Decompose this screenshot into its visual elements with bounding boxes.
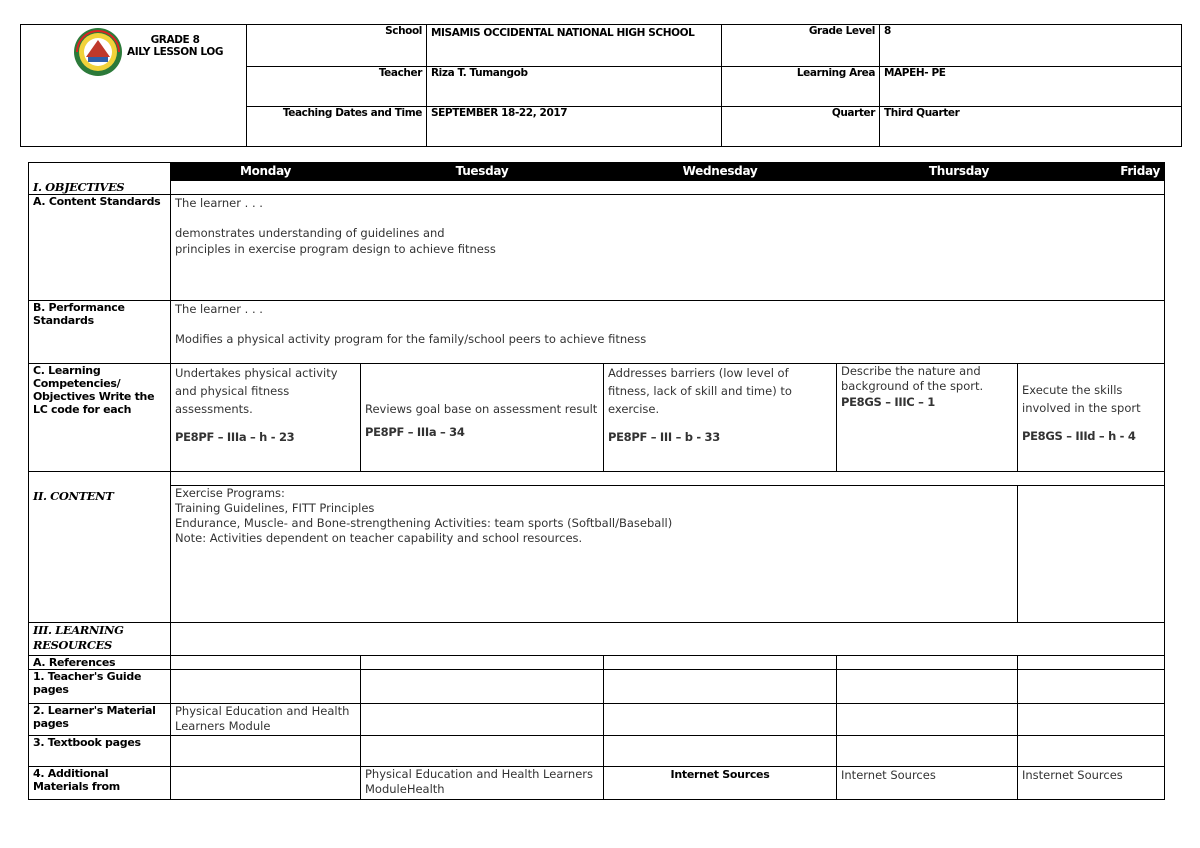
- competency-wednesday: [604, 363, 837, 471]
- competency-thursday-text: Describe the nature and background of the sport.: [841, 363, 984, 393]
- day-wednesday: Wednesday: [604, 163, 837, 181]
- content-line-1: Exercise Programs:: [175, 485, 285, 500]
- additional-friday: Insternet Sources: [1018, 766, 1165, 799]
- content-standards-line-1: demonstrates understanding of guidelines and: [175, 225, 445, 240]
- teachers-guide-label: 1. Teacher's Guide pages: [29, 669, 171, 703]
- learning-area-value: MAPEH- PE: [880, 67, 1182, 107]
- day-header-row: [29, 163, 1165, 181]
- competency-monday: [171, 363, 361, 471]
- additional-materials-label: 4. Additional Materials from: [29, 766, 171, 799]
- dates-label: Teaching Dates and Time: [247, 107, 427, 147]
- school-seal-icon: [73, 27, 123, 77]
- content-standards-intro: The learner . . .: [175, 195, 263, 210]
- competency-tuesday-text: Reviews goal base on assessment result: [365, 401, 598, 416]
- header-logo-cell: [21, 25, 247, 147]
- competencies-label: C. Learning Competencies/ Objectives Write the LC code for each: [29, 363, 171, 471]
- textbook-label: 3. Textbook pages: [29, 735, 171, 766]
- quarter-label: Quarter: [722, 107, 880, 147]
- resources-label: III. LEARNING RESOURCES: [29, 622, 171, 655]
- learning-area-label: Learning Area: [722, 67, 880, 107]
- day-tuesday: Tuesday: [361, 163, 604, 181]
- performance-standards-text: Modifies a physical activity program for the family/school peers to achieve fitness: [175, 331, 647, 346]
- content-spacer: [171, 471, 1165, 485]
- teacher-label: Teacher: [247, 67, 427, 107]
- competency-tuesday: [361, 363, 604, 471]
- competency-tuesday-code: PE8PF – IIIa – 34: [365, 424, 465, 439]
- content-standards-label: A. Content Standards: [29, 194, 171, 300]
- resources-spacer: [171, 622, 1165, 655]
- learners-material-label: 2. Learner's Material pages: [29, 703, 171, 735]
- learners-material-monday: Physical Education and Health Learners Module: [171, 703, 361, 735]
- objectives-label: I. OBJECTIVES: [29, 181, 171, 195]
- competency-friday-code: PE8GS – IIId – h - 4: [1022, 428, 1136, 443]
- dates-value: SEPTEMBER 18-22, 2017: [427, 107, 722, 147]
- day-monday: Monday: [171, 163, 361, 181]
- school-value: MISAMIS OCCIDENTAL NATIONAL HIGH SCHOOL: [427, 25, 722, 67]
- day-thursday: Thursday: [837, 163, 1018, 181]
- content-line-4: Note: Activities dependent on teacher capability and school resources.: [175, 530, 583, 545]
- competency-monday-text: Undertakes physical activity and physical fitness assessments.: [175, 365, 338, 416]
- content-line-3: Endurance, Muscle- and Bone-strengthening Activities: team sports (Softball/Baseball): [175, 515, 673, 530]
- additional-wednesday: Internet Sources: [604, 766, 837, 799]
- day-friday: Friday: [1018, 163, 1165, 181]
- content-standards-line-2: principles in exercise program design to achieve fitness: [175, 241, 496, 256]
- competency-thursday: [837, 363, 1018, 471]
- performance-standards-row: [29, 300, 1165, 363]
- references-label: A. References: [29, 655, 171, 669]
- objectives-spacer: [171, 181, 1165, 195]
- grade-level-value: 8: [880, 25, 1182, 67]
- competency-wednesday-code: PE8PF – III – b - 33: [608, 429, 720, 444]
- content-cell: [171, 485, 1018, 622]
- performance-standards-intro: The learner . . .: [175, 301, 263, 316]
- content-label: II. CONTENT: [29, 471, 171, 622]
- header-table: [20, 24, 1182, 147]
- content-row: [29, 485, 1165, 622]
- teacher-value: Riza T. Tumangob: [427, 67, 722, 107]
- quarter-value: Third Quarter: [880, 107, 1182, 147]
- content-standards-cell: [171, 194, 1165, 300]
- additional-thursday: Internet Sources: [837, 766, 1018, 799]
- school-label: School: [247, 25, 427, 67]
- competencies-row: [29, 363, 1165, 471]
- grade-level-label: Grade Level: [722, 25, 880, 67]
- title-line-2: AILY LESSON LOG: [127, 46, 224, 58]
- title-line-1: GRADE 8: [150, 34, 200, 46]
- competency-monday-code: PE8PF – IIIa – h - 23: [175, 429, 295, 444]
- competency-friday: [1018, 363, 1165, 471]
- lesson-table: [28, 162, 1165, 800]
- additional-tuesday: Physical Education and Health Learners ModuleHealth: [361, 766, 604, 799]
- competency-thursday-code: PE8GS – IIIC – 1: [841, 394, 936, 409]
- log-title: [127, 34, 223, 58]
- content-line-2: Training Guidelines, FITT Principles: [175, 500, 375, 515]
- content-standards-row: [29, 194, 1165, 300]
- performance-standards-label: B. Performance Standards: [29, 300, 171, 363]
- content-friday-cell: [1018, 485, 1165, 622]
- performance-standards-cell: [171, 300, 1165, 363]
- competency-wednesday-text: Addresses barriers (low level of fitness, lack of skill and time) to exercise.: [608, 365, 792, 416]
- competency-friday-text: Execute the skills involved in the sport: [1022, 382, 1141, 415]
